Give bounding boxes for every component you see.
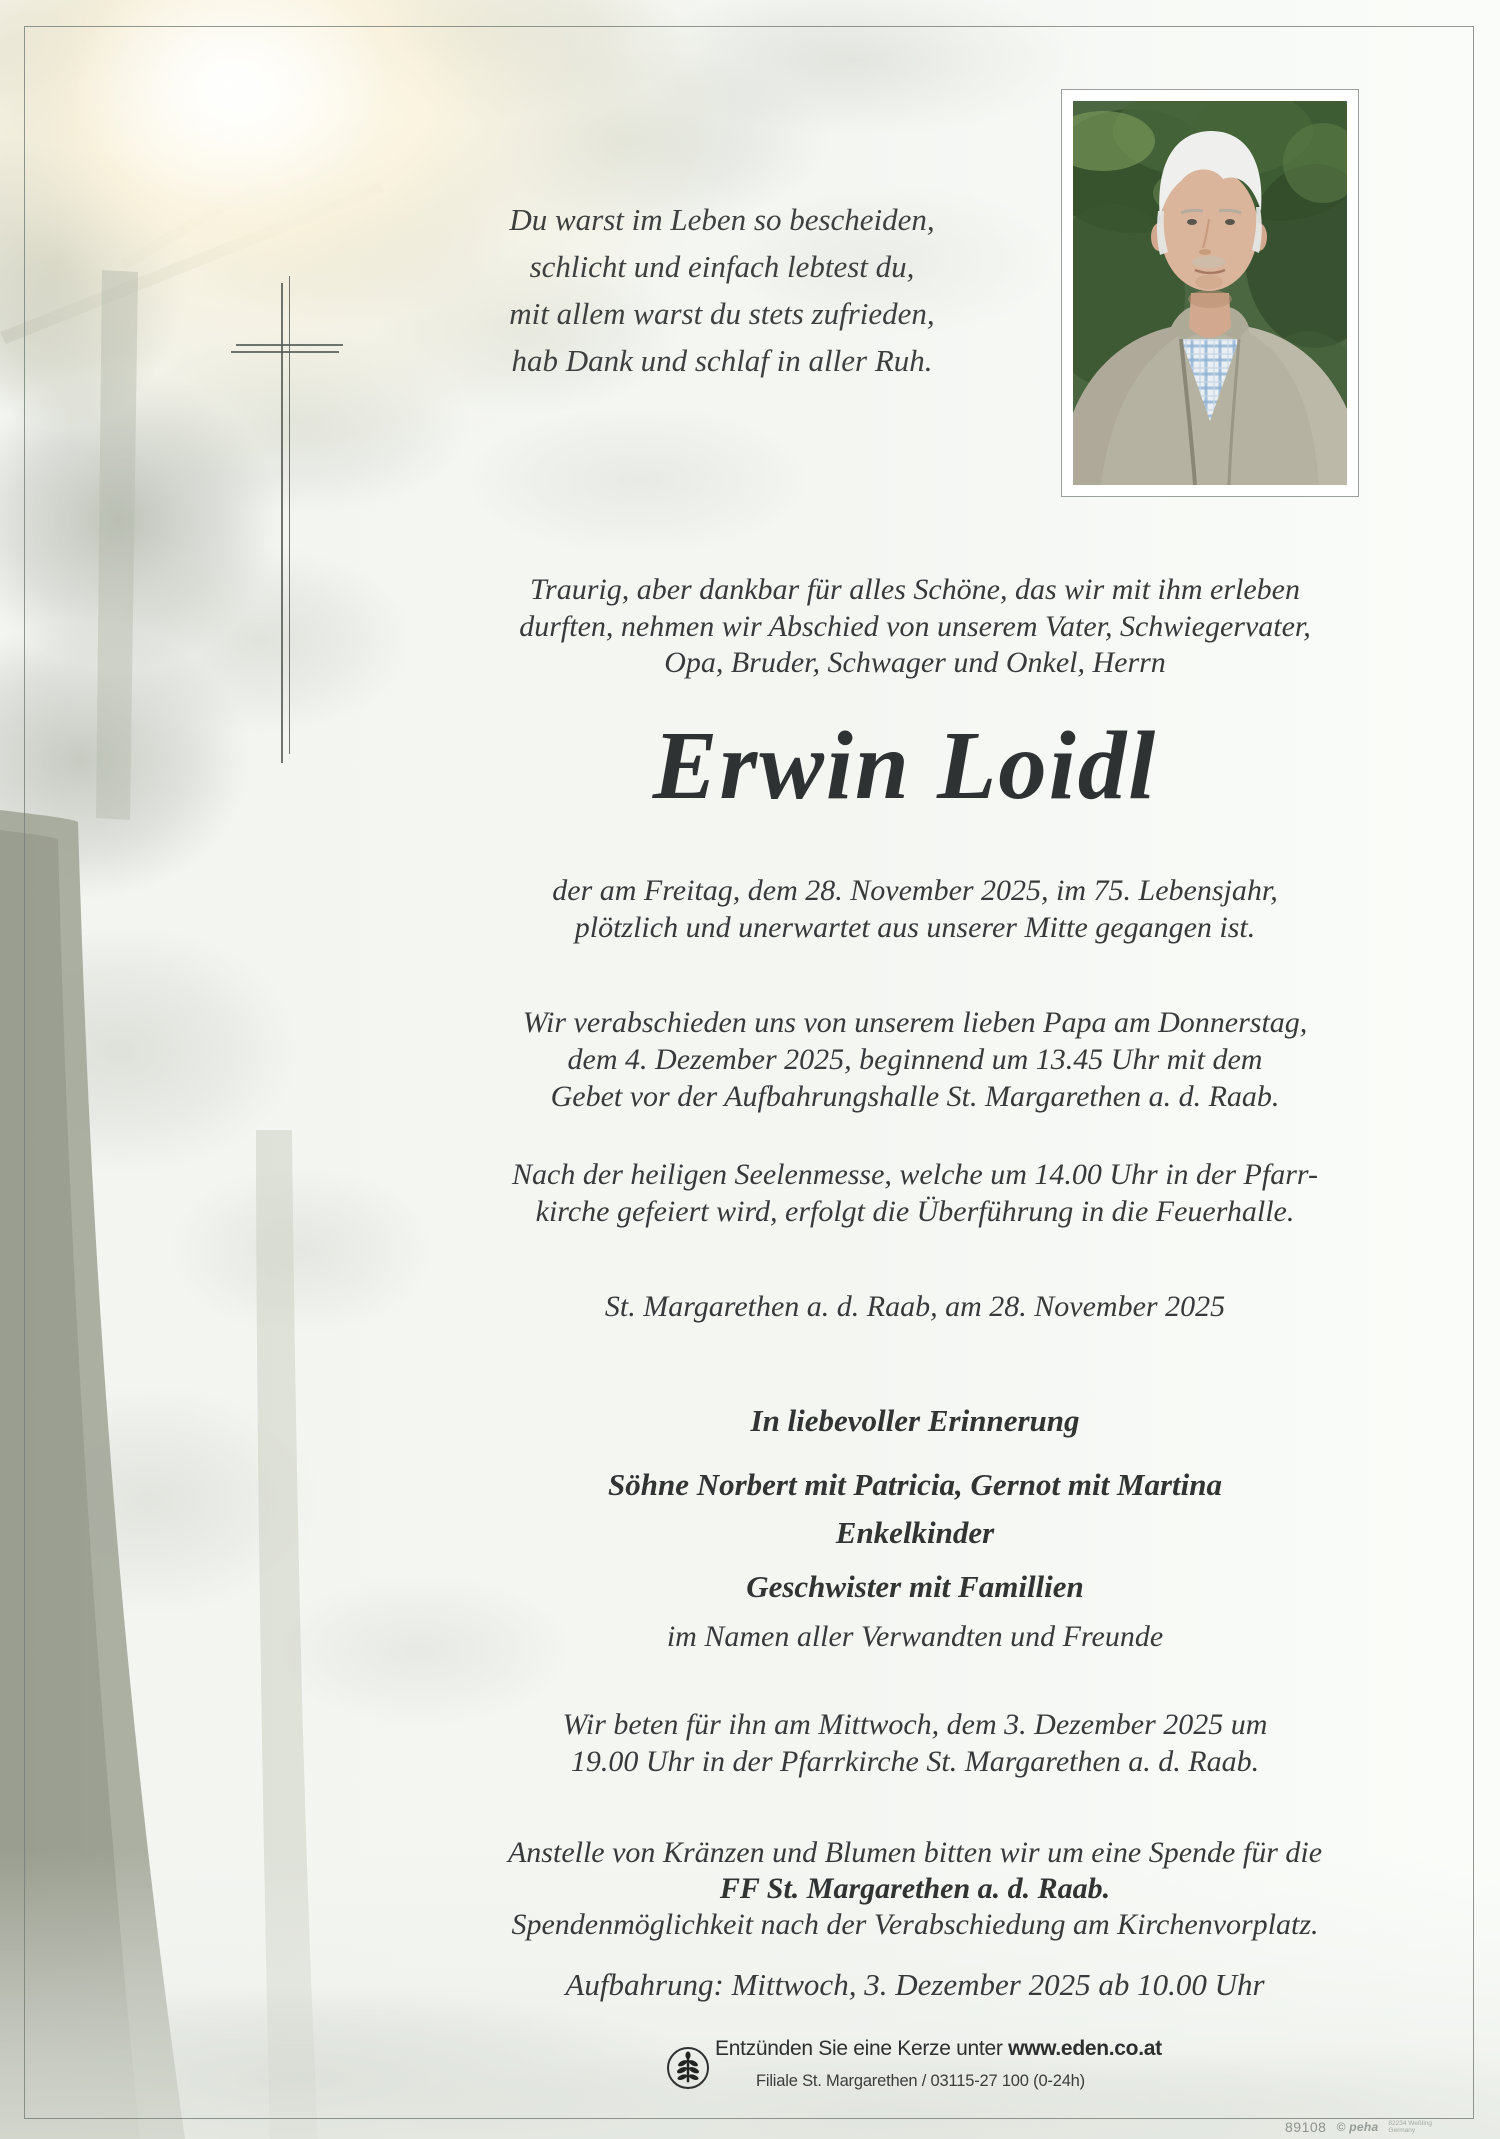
intro-line: durften, nehmen wir Abschied von unserem Vater, Schwiegervater, (519, 609, 1311, 643)
deceased-name: Erwin Loidl (652, 712, 1158, 819)
farewell-line: dem 4. Dezember 2025, beginnend um 13.45 Uhr mit dem (567, 1043, 1263, 1076)
eden-leaf-logo-icon (667, 2047, 709, 2089)
farewell-line: Gebet vor der Aufbahrungshalle St. Margarethen a. d. Raab. (550, 1080, 1280, 1113)
candle-invitation-text: Entzünden Sie eine Kerze unter (715, 2037, 1009, 2060)
death-line: plötzlich und unerwartet aus unserer Mitte gegangen ist. (574, 911, 1256, 944)
memorial-poem (222, 196, 1222, 384)
mass-line: Nach der heiligen Seelenmesse, welche um 14.00 Uhr in der Pfarr- (512, 1158, 1318, 1191)
death-paragraph (265, 872, 1500, 946)
remembrance-sons: Söhne Norbert mit Patricia, Gernot mit Martina (607, 1467, 1223, 1502)
intro-line: Traurig, aber dankbar für alles Schöne, das wir mit ihm erleben (530, 573, 1300, 606)
remembrance-grandchildren: Enkelkinder (835, 1515, 995, 1550)
aufbahrung-line: Aufbahrung: Mittwoch, 3. Dezember 2025 ab 10.00 Uhr (565, 1967, 1265, 2002)
poem-line: schlicht und einfach lebtest du, (529, 249, 915, 284)
remembrance-relatives: im Namen aller Verwandten und Freunde (666, 1620, 1164, 1653)
prayer-paragraph (265, 1706, 1500, 1780)
poem-line: hab Dank und schlaf in aller Ruh. (511, 343, 933, 378)
poem-line: mit allem warst du stets zufrieden, (509, 296, 935, 331)
mass-paragraph (265, 1156, 1500, 1230)
donation-line: Spendenmöglichkeit nach der Verabschiedung am Kirchenvorplatz. (511, 1908, 1319, 1941)
eden-website: www.eden.co.at (1008, 2037, 1162, 2060)
printer-address: 82234 Weßling Germany (1388, 2120, 1433, 2134)
candle-invitation (715, 2037, 1162, 2061)
remembrance-heading: In liebevoller Erinnerung (750, 1403, 1080, 1438)
intro-line: Opa, Bruder, Schwager und Onkel, Herrn (664, 646, 1166, 679)
donation-paragraph (265, 1835, 1500, 1943)
farewell-line: Wir verabschieden uns von unserem lieben Papa am Donnerstag, (522, 1006, 1308, 1039)
prayer-line: Wir beten für ihn am Mittwoch, dem 3. Dezember 2025 um (562, 1708, 1268, 1741)
place-date-line: St. Margarethen a. d. Raab, am 28. November 2025 (604, 1290, 1226, 1323)
intro-paragraph (265, 572, 1500, 682)
prayer-line: 19.00 Uhr in der Pfarrkirche St. Margarethen a. d. Raab. (570, 1745, 1260, 1778)
mass-line: kirche gefeiert wird, erfolgt die Überführung in die Feuerhalle. (535, 1195, 1295, 1228)
donation-recipient: FF St. Margarethen a. d. Raab. (719, 1872, 1111, 1905)
donation-line: Anstelle von Kränzen und Blumen bitten wir um eine Spende für die (507, 1836, 1323, 1869)
printer-brand: © peha (1336, 2120, 1379, 2134)
funeral-home-branch: Filiale St. Margarethen / 03115-27 100 (0-24h) (756, 2072, 1085, 2090)
farewell-paragraph (265, 1004, 1500, 1115)
card-number: 89108 (1285, 2119, 1327, 2135)
death-line: der am Freitag, dem 28. November 2025, im 75. Lebensjahr, (552, 874, 1278, 907)
remembrance-siblings: Geschwister mit Famillien (746, 1569, 1084, 1604)
poem-line: Du warst im Leben so bescheiden, (509, 202, 935, 237)
printer-mark (1285, 2117, 1490, 2137)
